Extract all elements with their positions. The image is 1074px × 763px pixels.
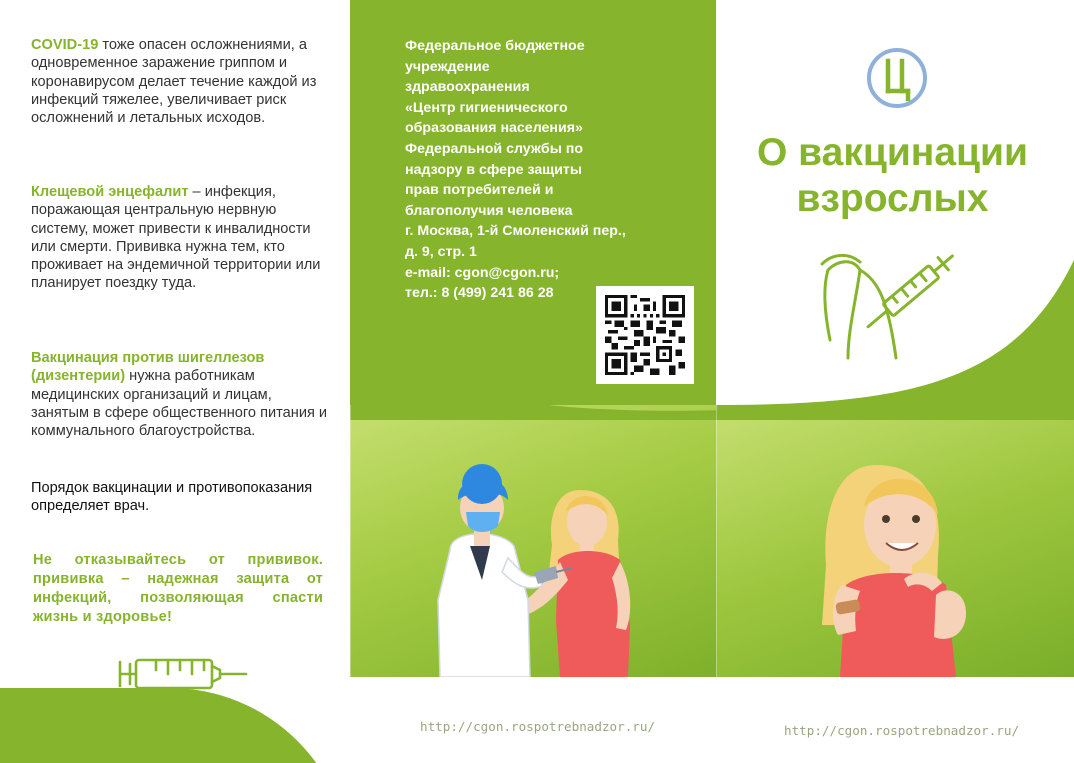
title-line: О вакцинации <box>757 131 1028 174</box>
website-link-right[interactable]: http://cgon.rospotrebnadzor.ru/ <box>784 723 1020 738</box>
encephalitis-text: – инфекция, поражающая центральную нервную систему, может привести к инвалидности или смерти. Прививка нужна тем, кто проживает на эндемичной территории или планирует поездку туда. <box>31 184 321 292</box>
shoulder-syringe-icon <box>818 240 978 370</box>
covid-text: тоже опасен осложнениями, а одновременное заражение гриппом и коронавирусом делает течение каждой из инфекций тяжелее, увеличивает риск осложнений и летальных исходов. <box>31 37 317 127</box>
website-link-middle[interactable]: http://cgon.rospotrebnadzor.ru/ <box>420 719 656 734</box>
org-line: благополучия человека <box>405 202 573 219</box>
covid-paragraph <box>31 36 331 127</box>
org-line: образования населения» <box>405 120 583 137</box>
callout-text: Не отказывайтесь от прививок. прививка – надежная защита от инфекций, позволяющая спасти жизнь и здоровье! <box>33 552 323 625</box>
doctor-vaccination-illustration <box>430 450 660 677</box>
procedure-paragraph: Порядок вакцинации и противопоказания определяет врач. <box>31 480 313 515</box>
org-line: учреждение <box>405 58 490 75</box>
shigellosis-paragraph <box>31 349 331 440</box>
middle-green-wave <box>350 220 716 420</box>
encephalitis-paragraph <box>31 183 331 293</box>
org-address: д. 9, стр. 1 <box>405 243 477 260</box>
org-line: Федеральной службы по <box>405 140 583 157</box>
org-email: e-mail: cgon@cgon.ru; <box>405 264 560 281</box>
vaccinated-woman-illustration <box>816 445 1016 677</box>
fold-line-left <box>350 405 351 677</box>
org-line: прав потребителей и <box>405 182 554 199</box>
org-line: «Центр гигиенического <box>405 99 568 116</box>
org-line: надзору в сфере защиты <box>405 161 582 178</box>
org-address: г. Москва, 1-й Смоленский пер., <box>405 223 626 240</box>
title-line: взрослых <box>796 177 989 220</box>
logo-icon <box>866 47 928 109</box>
org-line: здравоохранения <box>405 79 530 96</box>
shigellosis-heading: Вакцинация против шигеллезов (дизентерии) <box>31 350 265 385</box>
left-panel <box>0 0 350 763</box>
covid-heading: COVID-19 <box>31 37 99 53</box>
shigellosis-text: нужна работникам медицинских организаций и лицам, занятым в сфере общественного питания и коммунального благоустройства. <box>31 368 328 440</box>
fold-line-right <box>716 405 717 677</box>
org-phone: тел.: 8 (499) 241 86 28 <box>405 285 554 302</box>
org-line: Федеральное бюджетное <box>405 38 585 54</box>
page-title <box>720 130 1065 222</box>
syringe-icon <box>116 652 250 696</box>
encephalitis-heading: Клещевой энцефалит <box>31 184 189 200</box>
left-decor-blob <box>0 688 350 763</box>
